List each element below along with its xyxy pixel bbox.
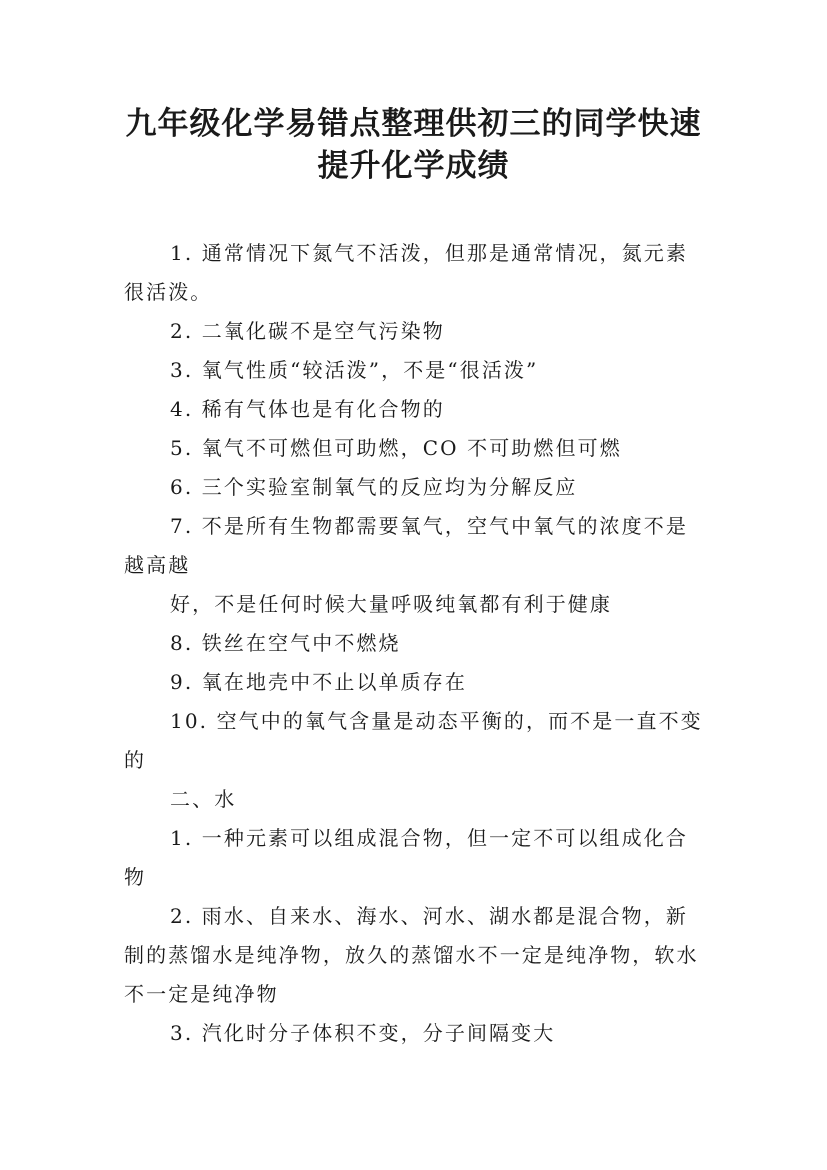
paragraph-line: 3. 氧气性质“较活泼”，不是“很活泼” — [170, 358, 539, 382]
document-title-line-2: 提升化学成绩 — [317, 148, 510, 184]
paragraph-line: 制的蒸馏水是纯净物，放久的蒸馏水不一定是纯净物，软水 — [124, 943, 699, 967]
paragraph-line: 10. 空气中的氧气含量是动态平衡的，而不是一直不变 — [170, 709, 703, 733]
paragraph-line: 物 — [124, 865, 147, 889]
paragraph-line: 不一定是纯净物 — [124, 982, 279, 1006]
paragraph-line: 很活泼。 — [124, 280, 213, 304]
paragraph-line: 好，不是任何时候大量呼吸纯氧都有利于健康 — [170, 592, 612, 616]
paragraph-line: 2. 二氧化碳不是空气污染物 — [170, 319, 445, 343]
document-title-line-1: 九年级化学易错点整理供初三的同学快速 — [125, 106, 702, 142]
section-heading: 二、水 — [170, 787, 237, 811]
paragraph-line: 6. 三个实验室制氧气的反应均为分解反应 — [170, 475, 578, 499]
paragraph-line: 4. 稀有气体也是有化合物的 — [170, 397, 445, 421]
paragraph-line: 1. 通常情况下氮气不活泼，但那是通常情况，氮元素 — [170, 241, 688, 265]
paragraph-line: 8. 铁丝在空气中不燃烧 — [170, 631, 401, 655]
paragraph-line: 5. 氧气不可燃但可助燃，CO 不可助燃但可燃 — [170, 436, 622, 460]
paragraph-line: 1. 一种元素可以组成混合物，但一定不可以组成化合 — [170, 826, 688, 850]
paragraph-line: 3. 汽化时分子体积不变，分子间隔变大 — [170, 1021, 556, 1045]
paragraph-line: 2. 雨水、自来水、海水、河水、湖水都是混合物，新 — [170, 904, 688, 928]
paragraph-line: 7. 不是所有生物都需要氧气，空气中氧气的浓度不是 — [170, 514, 688, 538]
paragraph-line: 越高越 — [124, 553, 191, 577]
paragraph-line: 9. 氧在地壳中不止以单质存在 — [170, 670, 467, 694]
paragraph-line: 的 — [124, 748, 147, 772]
